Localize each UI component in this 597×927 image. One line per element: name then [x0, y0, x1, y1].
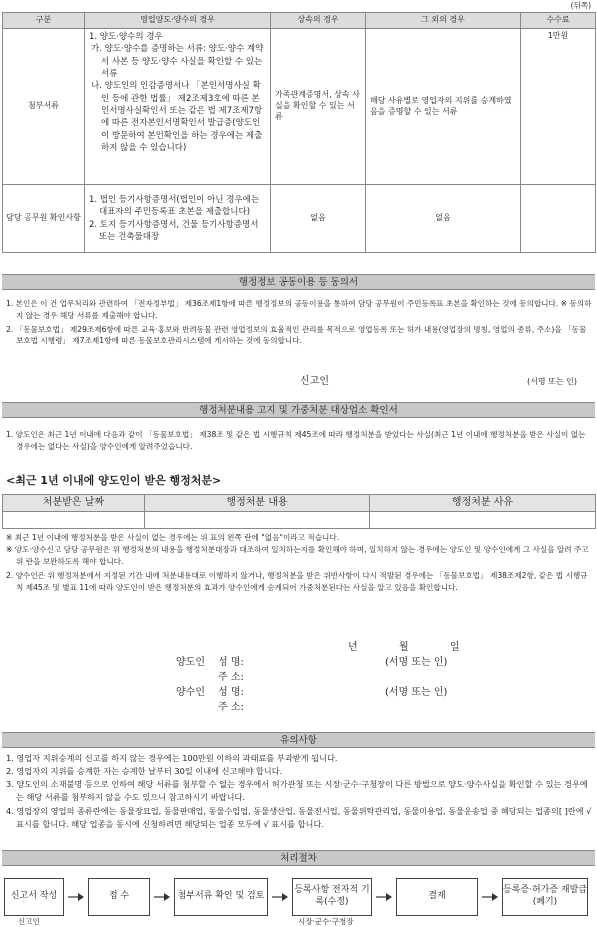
officer-check-docs [85, 185, 271, 253]
process-title: 처리절차 [2, 850, 595, 866]
disposition-notes [6, 532, 592, 594]
transfer-doc-1a: 가. 양도·양수를 증명하는 서류: 양도·양수 계약서 사본 등 양도·양수 사실을 확인할 수 있는 서류 [91, 44, 264, 79]
transferor-address-label: 주 소: [218, 672, 244, 683]
transferee-name-label: 성 명: [218, 687, 244, 698]
step-review: 첨부서류 확인 및 검토 [174, 878, 268, 916]
caution-3: 3. 양도인의 소재불명 등으로 인하여 해당 서류를 첨부할 수 없는 경우에서 허가관청 또는 시장·군수·구청장이 다른 방법으로 양도·양수사실을 확인할 수 있는 경우에는 해당 서류를 첨부하지 않을 수도 있으니 참고하시기 바랍니다. [6, 779, 588, 803]
disp-note-2: ※ 양도·양수신고 담당 공무원은 위 행정처분의 내용을 행정처분대장과 대조하여 일치하는지를 확인해야 하며, 일치하지 않는 경우에는 양도인 및 양수인에게 그 사실을 알려 주고 위 란을 보완하도록 해야 합니다. [6, 544, 589, 566]
consent-p1: 1. 본인은 이 건 업무처리와 관련하여 「전자정부법」 제36조제1항에 따른 행정정보의 공동이용을 통하여 담당 공무원이 주민등록표 초본을 확인하는 것에 동의합니다. ※ 동의하지 않는 경우 해당 서류를 제출해야 합니다. [6, 299, 592, 320]
consent-body [6, 298, 592, 347]
header-inherit: 상속의 경우 [271, 13, 366, 29]
backside-label: (뒤쪽) [570, 1, 591, 10]
row-attachments [3, 29, 596, 185]
officer-check-fee [521, 185, 596, 253]
other-docs: 해당 사유별로 영업자의 지위를 승계하였음을 증명할 수 있는 서류 [366, 29, 521, 185]
caption-office: 시장·군수·구청장 [298, 917, 354, 926]
transfer-doc-1b: 나. 양도인의 인감증명서나 「본인서명사실 확인 등에 관한 법률」 제2조제3호에 따른 본인서명사실확인서 또는 같은 법 제7조제7항에 따른 전자본인서명확인서 발급증(양도인이 방문하여 본인확인을 하는 경우에는 제출하지 않을 수 있습니다) [91, 81, 263, 153]
notice-title: 행정처분내용 고지 및 가중처분 대상업소 확인서 [2, 402, 595, 418]
header-transfer: 영업양도·양수의 경우 [85, 13, 271, 29]
transferee-sign-hint: (서명 또는 인) [385, 687, 448, 698]
disposition-table [2, 494, 596, 529]
arrow-right-icon [482, 892, 498, 902]
disp-content-cell[interactable] [145, 512, 370, 529]
disp-header-content: 행정처분 내용 [145, 495, 370, 512]
transferee-label: 양수인 [176, 687, 205, 698]
step-reissue: 등록증·허가증 재발급(폐기) [502, 878, 588, 916]
row-label-officer-check: 담당 공무원 확인사항 [3, 185, 85, 253]
date-month: 월 [399, 642, 409, 653]
disposition-header [3, 495, 596, 512]
notice-p1: 1. 양도인은 최근 1년 이내에 다음과 같이 「동물보호법」 제38조 및 같은 법 시행규칙 제45조에 따라 행정처분을 받았다는 사실(최근 1년 이내에 행정처분을 받은 사실이 없는 경우에는 없다는 사실)을 양수인에게 알려주었습니다. [6, 430, 586, 451]
transfer-doc-1: 1. 양도·양수의 경우 [89, 32, 163, 42]
header-category: 구분 [3, 13, 85, 29]
inherit-docs: 가족관계증명서, 상속 사실을 확인할 수 있는 서류 [271, 29, 366, 185]
arrow-right-icon [376, 892, 392, 902]
disposition-subtitle: <최근 1년 이내에 양도인이 받은 행정처분> [6, 474, 222, 487]
attachment-table-header [3, 13, 596, 29]
disp-reason-cell[interactable] [370, 512, 596, 529]
step-approve: 결재 [396, 878, 478, 916]
date-year: 년 [348, 642, 358, 653]
officer-doc-2: 2. 토지 등기사항증명서, 건물 등기사항증명서 또는 건축물대장 [89, 219, 259, 242]
consent-p2: 2. 「동물보호법」 제29조제6항에 따른 교육·홍보와 반려동물 관련 영업정보의 효율적인 관리를 목적으로 영업등록 또는 허가 내용(영업장의 명칭, 영업의 종류, 주소)을 「동물보호법 시행령」 제7조제1항에 따른 동물보호관리시스템에 게시하는 것에 동의합니다. [6, 324, 587, 346]
step-write-report: 신고서 작성 [4, 878, 64, 916]
officer-doc-1: 1. 법인 등기사항증명서(법인이 아닌 경우에는 대표자의 주민등록표 초본을 제출합니다) [89, 194, 260, 218]
header-fee: 수수료 [521, 13, 596, 29]
transferor-name-label: 성 명: [218, 657, 244, 668]
notice-body [6, 429, 592, 453]
disp-header-reason: 행정처분 사유 [370, 495, 596, 512]
officer-check-inherit: 없음 [271, 185, 366, 253]
date-day: 일 [450, 642, 460, 653]
disposition-row [3, 512, 596, 529]
step-receive: 접 수 [88, 878, 150, 916]
attachment-table [2, 12, 596, 253]
transferor-label: 양도인 [176, 657, 205, 668]
row-officer-check [3, 185, 596, 253]
transfer-docs [85, 29, 271, 185]
transferor-sign-hint: (서명 또는 인) [385, 657, 448, 668]
step-record: 등록사항 전자적 기록(수정) [292, 878, 372, 916]
arrow-right-icon [68, 892, 84, 902]
consent-sign-hint: (서명 또는 인) [527, 377, 577, 386]
cautions-list [6, 752, 592, 831]
caution-2: 2. 영업자의 지위를 승계한 자는 승계한 날부터 30일 이내에 신고해야 합니다. [6, 766, 283, 777]
officer-check-other: 없음 [366, 185, 521, 253]
caption-applicant: 신고인 [18, 917, 40, 926]
row-label-attachments: 첨부서류 [3, 29, 85, 185]
disp-header-date: 처분받은 날짜 [3, 495, 145, 512]
arrow-right-icon [272, 892, 288, 902]
fee-value: 1만원 [521, 29, 596, 185]
transferee-address-label: 주 소: [218, 702, 244, 713]
disp-note-1: ※ 최근 1년 이내에 행정처분을 받은 사실이 없는 경우에는 위 표의 왼쪽 란에 "없음"이라고 적습니다. [6, 533, 340, 542]
header-other: 그 외의 경우 [366, 13, 521, 29]
caution-1: 1. 영업자 지위승계의 신고를 하지 않는 경우에는 100만원 이하의 과태료를 부과받게 됩니다. [6, 753, 338, 763]
disp-date-cell[interactable] [3, 512, 145, 529]
consent-signer-label: 신고인 [300, 376, 329, 387]
arrow-right-icon [154, 892, 170, 902]
disp-p2: 2. 양수인은 위 행정처분에서 지정된 기간 내에 처분내용대로 이행하지 않거나, 행정처분을 받은 위반사항이 다시 적발된 경우에는 「동물보호법」 제38조제2항, 같은 법 시행규칙 제45조 및 별표 11에 따라 양도인이 받은 행정처분의 효과가 양수인에게 승계되어 가중처분된다는 사실을 알고 있음을 확인합니다. [6, 571, 588, 593]
cautions-title: 유의사항 [2, 732, 595, 748]
caution-4: 4. 영업장의 영업의 종류란에는 동물장묘업, 동물판매업, 동물수입업, 동물생산업, 동물전시업, 동물위탁관리업, 동물미용업, 동물운송업 중 해당되는 업종의[ ]란에 √ 표시를 합니다. 해당 업종을 동시에 신청하려면 해당되는 업종 모두에 √ 표시를 합니다. [6, 805, 592, 829]
consent-title: 행정정보 공동이용 등 동의서 [2, 274, 595, 290]
